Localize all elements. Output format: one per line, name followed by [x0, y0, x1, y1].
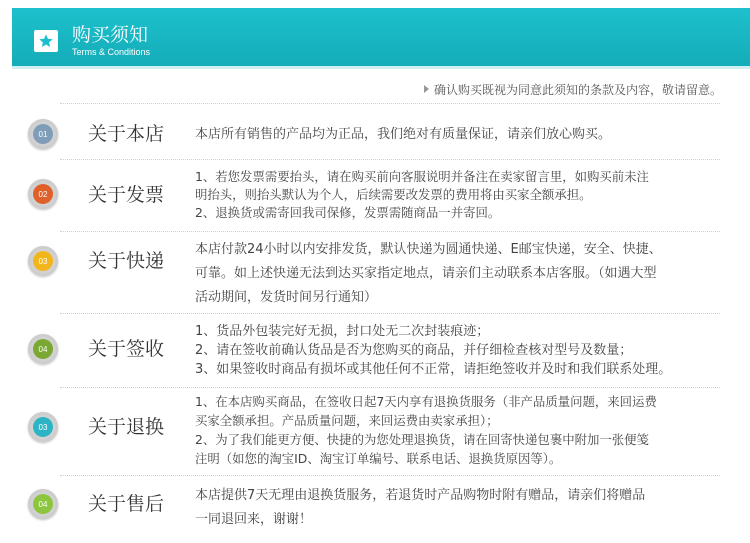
- section-badge: [28, 246, 58, 276]
- section-body-line: 2、退换货或需寄回我司保修，发票需随商品一并寄回。: [195, 205, 501, 220]
- section-about-invoice: [0, 162, 750, 230]
- divider: [60, 475, 720, 476]
- divider: [60, 159, 720, 160]
- section-body-line: 本店提供7天无理由退换货服务，若退货时产品购物时附有赠品，请亲们将赠品: [195, 488, 646, 503]
- section-heading: 关于发票: [88, 184, 165, 206]
- section-body-line: 1、货品外包装完好无损，封口处无二次封装痕迹；: [195, 324, 490, 339]
- section-about-signing: [0, 316, 750, 386]
- section-body-line: 一同退回来，谢谢！: [195, 512, 313, 527]
- divider: [60, 313, 720, 314]
- notice-text: 确认购买既视为同意此须知的条款及内容，敬请留意。: [433, 83, 722, 97]
- section-heading: 关于签收: [88, 338, 165, 360]
- section-badge: [28, 334, 58, 364]
- header-banner-underline: [12, 66, 750, 69]
- section-body-line: 1、若您发票需要抬头，请在购买前向客服说明并备注在卖家留言里，如购买前未注: [195, 169, 649, 184]
- section-badge-number: 03: [33, 251, 53, 271]
- section-badge: [28, 412, 58, 442]
- section-body-line: 可靠。如上述快递无法到达买家指定地点，请亲们主动联系本店客服。（如遇大型: [195, 266, 657, 281]
- section-body: [195, 392, 730, 468]
- notice: [424, 82, 722, 98]
- section-body: [195, 125, 730, 144]
- section-body-line: 2、请在签收前确认货品是否为您购买的商品，并仔细检查核对型号及数量；: [195, 343, 633, 358]
- section-heading: 关于本店: [88, 123, 165, 145]
- divider: [60, 103, 720, 104]
- divider: [60, 231, 720, 232]
- section-body-line: 本店付款24小时以内安排发货，默认快递为圆通快递、E邮宝快递，安全、快捷、: [195, 242, 662, 257]
- section-heading: 关于售后: [88, 493, 165, 515]
- section-about-shipping: [0, 234, 750, 312]
- section-badge-number: 04: [33, 339, 53, 359]
- section-badge: [28, 489, 58, 519]
- divider: [60, 387, 720, 388]
- section-after-sales: [0, 478, 750, 540]
- section-body-line: 注明（如您的淘宝ID、淘宝订单编号、联系电话、退换货原因等）。: [195, 451, 562, 466]
- section-about-store: [0, 112, 750, 158]
- section-body-line: 明抬头，则抬头默认为个人，后续需要改发票的费用将由买家全额承担。: [195, 187, 592, 202]
- section-body: [195, 322, 730, 379]
- section-badge: [28, 119, 58, 149]
- section-badge-number: 01: [33, 124, 53, 144]
- section-body: [195, 484, 730, 532]
- section-body-line: 2、为了我们能更方便、快捷的为您处理退换货，请在回寄快递包裹中附加一张便笺: [195, 432, 649, 447]
- section-body-line: 买家全额承担。产品质量问题，来回运费由卖家承担）；: [195, 413, 499, 428]
- page-title: 购买须知: [72, 24, 149, 46]
- section-body-line: 活动期间，发货时间另行通知）: [195, 290, 378, 305]
- section-body: [195, 168, 730, 222]
- section-badge-number: 03: [33, 417, 53, 437]
- section-badge-number: 04: [33, 494, 53, 514]
- star-icon: [34, 30, 58, 52]
- section-heading: 关于快递: [88, 250, 165, 272]
- arrow-right-icon: [424, 85, 429, 93]
- section-body-line: 本店所有销售的产品均为正品，我们绝对有质量保证，请亲们放心购买。: [195, 127, 612, 142]
- section-badge-number: 02: [33, 184, 53, 204]
- section-about-returns: [0, 390, 750, 474]
- page-subtitle: Terms & Conditions: [72, 47, 151, 57]
- section-body-line: 3、如果签收时商品有损坏或其他任何不正常，请拒绝签收并及时和我们联系处理。: [195, 362, 672, 377]
- section-badge: [28, 179, 58, 209]
- section-heading: 关于退换: [88, 416, 165, 438]
- section-body: [195, 238, 730, 310]
- section-body-line: 1、在本店购买商品，在签收日起7天内享有退换货服务（非产品质量问题，来回运费: [195, 394, 657, 409]
